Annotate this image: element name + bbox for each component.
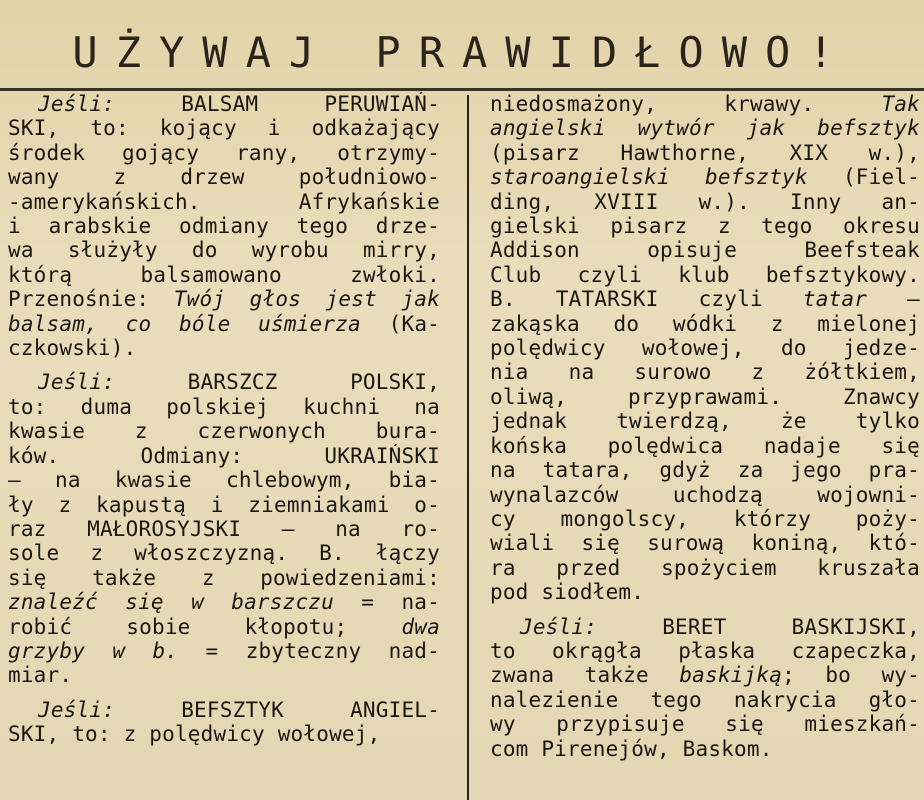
text-line xyxy=(490,507,920,531)
text-line xyxy=(8,468,440,492)
text-line xyxy=(490,663,920,687)
text-line xyxy=(8,263,440,287)
article-paragraph xyxy=(490,92,920,605)
text-segment: = na- xyxy=(333,590,440,615)
text-segment: wa służyły do wyrobu mirry, xyxy=(8,238,440,263)
text-segment: sole z włoszczyzną. B. łączy xyxy=(8,541,440,566)
paragraph-gap xyxy=(490,605,920,615)
text-segment: to okrągła płaska czapeczka, xyxy=(490,638,920,663)
text-segment: (Fiel- xyxy=(807,165,920,190)
text-line xyxy=(8,336,440,360)
article-paragraph xyxy=(8,92,440,360)
text-segment: oliwą, przyprawami. Znawcy xyxy=(490,384,920,409)
text-segment: -amerykańskich. Afrykańskie xyxy=(8,189,440,214)
text-line xyxy=(490,165,920,189)
text-line xyxy=(490,263,920,287)
text-segment: ły z kapustą i ziemniakami o- xyxy=(8,492,440,517)
text-segment: SKI, to: z polędwicy wołowej, xyxy=(8,722,381,747)
text-line xyxy=(490,712,920,736)
text-line xyxy=(490,458,920,482)
text-line xyxy=(8,566,440,590)
text-segment: Addison opisuje Beefsteak xyxy=(490,238,920,263)
text-line xyxy=(490,531,920,555)
text-line xyxy=(490,385,920,409)
article-paragraph xyxy=(490,615,920,761)
text-segment: niedosmażony, krwawy. xyxy=(490,92,882,116)
text-line xyxy=(8,238,440,262)
text-line xyxy=(490,92,920,116)
column-divider xyxy=(467,95,469,800)
text-segment: ra przed spożyciem kruszała xyxy=(490,555,920,580)
text-line xyxy=(8,141,440,165)
italic-text: baskijką xyxy=(679,663,783,688)
text-line xyxy=(490,141,920,165)
italic-text: dwa xyxy=(401,614,440,639)
text-segment: czkowski). xyxy=(8,336,137,361)
text-line xyxy=(8,165,440,189)
text-line xyxy=(8,517,440,541)
paragraph-gap xyxy=(8,688,440,698)
text-line xyxy=(8,214,440,238)
text-segment: — na kwasie chlebowym, bia- xyxy=(8,468,440,493)
text-line xyxy=(490,639,920,663)
text-line xyxy=(8,116,440,140)
text-line xyxy=(490,737,920,761)
italic-text: staroangielski befsztyk xyxy=(490,165,808,190)
text-line xyxy=(8,312,440,336)
text-segment: raz MAŁOROSYJSKI — na ro- xyxy=(8,516,440,541)
text-segment: BALSAM PERUWIAŃ- xyxy=(115,92,440,116)
text-line xyxy=(8,395,440,419)
text-line xyxy=(490,336,920,360)
text-line xyxy=(8,190,440,214)
text-line xyxy=(8,722,440,746)
text-line xyxy=(8,639,440,663)
text-segment: BEFSZTYK ANGIEL- xyxy=(115,697,440,722)
text-segment: ding, XVIII w.). Inny an- xyxy=(490,189,920,214)
text-line xyxy=(8,92,440,116)
text-segment: (pisarz Hawthorne, XIX w.), xyxy=(490,140,920,165)
left-column xyxy=(8,92,440,800)
text-line xyxy=(8,444,440,468)
text-segment: jednak twierdzą, że tylko xyxy=(490,409,920,434)
text-line xyxy=(490,580,920,604)
text-line xyxy=(490,556,920,580)
italic-text: Jeśli: xyxy=(520,614,598,639)
text-segment: się także z powiedzeniami: xyxy=(8,565,440,590)
text-segment: wany z drzew południowo- xyxy=(8,165,440,190)
italic-text: tatar xyxy=(802,287,868,312)
italic-text: Jeśli: xyxy=(38,370,116,395)
text-segment: robić sobie kłopotu; xyxy=(8,614,402,639)
text-line xyxy=(490,190,920,214)
text-line xyxy=(490,434,920,458)
text-line xyxy=(490,116,920,140)
text-segment: SKI, to: kojący i odkażający xyxy=(8,116,440,141)
title-rule xyxy=(0,88,924,91)
italic-text: znaleźć się w barszczu xyxy=(8,590,334,615)
text-segment: na tatara, gdyż za jego pra- xyxy=(490,458,920,483)
text-segment: nia na surowo z żółtkiem, xyxy=(490,360,920,385)
text-line xyxy=(8,663,440,687)
text-line xyxy=(490,238,920,262)
text-segment: (Ka- xyxy=(360,311,440,336)
text-line xyxy=(490,360,920,384)
paragraph-gap xyxy=(8,360,440,370)
text-segment: com Pirenejów, Baskom. xyxy=(490,736,773,761)
italic-text: Tak xyxy=(881,92,920,116)
text-line xyxy=(490,214,920,238)
right-column xyxy=(490,92,920,800)
italic-text: Jeśli: xyxy=(38,92,116,116)
italic-text: Jeśli: xyxy=(38,697,116,722)
italic-text: angielski wytwór jak befsztyk xyxy=(490,116,920,141)
text-segment: ków. Odmiany: UKRAIŃSKI xyxy=(8,443,440,468)
italic-text: grzyby w b. xyxy=(8,638,179,663)
text-line xyxy=(8,419,440,443)
text-segment: pod siodłem. xyxy=(490,580,645,605)
text-segment: BARSZCZ POLSKI, xyxy=(115,370,440,395)
text-segment: B. TATARSKI czyli xyxy=(490,287,803,312)
text-segment: polędwicy wołowej, do jedze- xyxy=(490,336,920,361)
text-line xyxy=(8,370,440,394)
article-paragraph xyxy=(8,698,440,747)
text-line xyxy=(490,312,920,336)
text-line xyxy=(490,615,920,639)
text-segment: środek gojący rany, otrzymy- xyxy=(8,140,440,165)
text-segment: wiali się surową koniną, któ- xyxy=(490,531,920,556)
text-segment: zakąska do wódki z mielonej xyxy=(490,311,920,336)
article-paragraph xyxy=(8,370,440,687)
text-segment: Club czyli klub befsztykowy. xyxy=(490,262,920,287)
text-segment: cy mongolscy, którzy poży- xyxy=(490,506,920,531)
text-line xyxy=(8,541,440,565)
text-segment: ; bo wy- xyxy=(782,663,920,688)
text-line xyxy=(8,615,440,639)
text-segment: i arabskie odmiany tego drze- xyxy=(8,214,440,239)
italic-text: balsam, co bóle uśmierza xyxy=(8,311,361,336)
text-segment: wynalazców uchodzą wojowni- xyxy=(490,482,920,507)
text-segment: zwana także xyxy=(490,663,680,688)
text-segment: wy przypisuje się mieszkań- xyxy=(490,712,920,737)
text-line xyxy=(8,287,440,311)
text-segment: gielski pisarz z tego okresu xyxy=(490,214,920,239)
text-segment: = zbyteczny nad- xyxy=(178,638,440,663)
text-line xyxy=(8,493,440,517)
text-line xyxy=(490,409,920,433)
text-segment: to: duma polskiej kuchni na xyxy=(8,394,440,419)
page-title: UŻYWAJ PRAWIDŁOWO! xyxy=(72,28,852,77)
text-segment: BERET BASKIJSKI, xyxy=(597,614,920,639)
text-line xyxy=(8,698,440,722)
text-line xyxy=(490,287,920,311)
text-segment: kwasie z czerwonych bura- xyxy=(8,419,440,444)
text-segment: nalezienie tego nakrycia gło- xyxy=(490,687,920,712)
text-segment: — xyxy=(867,287,920,312)
text-segment: Przenośnie: xyxy=(8,287,174,312)
text-segment: miar. xyxy=(8,663,73,688)
text-segment: którą balsamowano zwłoki. xyxy=(8,262,440,287)
italic-text: Twój głos jest jak xyxy=(173,287,440,312)
text-line xyxy=(490,483,920,507)
text-line xyxy=(490,688,920,712)
text-line xyxy=(8,590,440,614)
text-segment: końska polędwica nadaje się xyxy=(490,433,920,458)
